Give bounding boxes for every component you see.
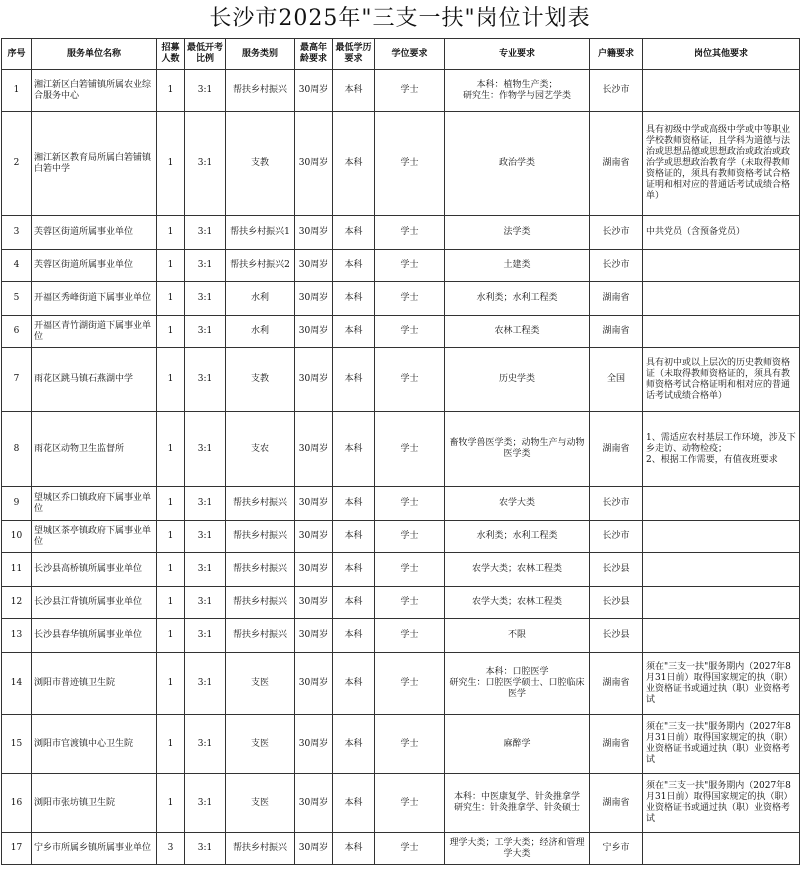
cell-ratio: 3:1 (185, 112, 226, 216)
cell-other (643, 587, 800, 619)
cell-major: 理学大类；工学大类；经济和管理学大类 (445, 833, 590, 865)
cell-no: 3 (2, 216, 32, 250)
cell-hukou: 长沙市 (590, 70, 643, 112)
cell-type: 支医 (226, 774, 295, 833)
cell-age: 30周岁 (295, 316, 333, 348)
cell-ratio: 3:1 (185, 587, 226, 619)
cell-no: 4 (2, 250, 32, 282)
cell-no: 2 (2, 112, 32, 216)
cell-count: 1 (157, 774, 185, 833)
cell-type: 帮扶乡村振兴1 (226, 216, 295, 250)
cell-unit: 湘江新区教育局所属白箬铺镇白箬中学 (32, 112, 157, 216)
cell-ratio: 3:1 (185, 487, 226, 521)
cell-major: 畜牧学兽医学类；动物生产与动物医学类 (445, 412, 590, 487)
cell-ratio: 3:1 (185, 348, 226, 412)
cell-major: 土建类 (445, 250, 590, 282)
cell-other: 1、需适应农村基层工作环境，涉及下乡走访、动物检疫； 2、根据工作需要，有值夜班要求 (643, 412, 800, 487)
cell-other (643, 250, 800, 282)
cell-count: 1 (157, 348, 185, 412)
cell-age: 30周岁 (295, 348, 333, 412)
cell-other (643, 487, 800, 521)
cell-age: 30周岁 (295, 587, 333, 619)
cell-edu: 本科 (333, 521, 375, 553)
cell-count: 1 (157, 316, 185, 348)
cell-degree: 学士 (375, 112, 445, 216)
cell-unit: 雨花区跳马镇石燕湖中学 (32, 348, 157, 412)
cell-other (643, 282, 800, 316)
cell-age: 30周岁 (295, 774, 333, 833)
position-table (1, 38, 800, 865)
table-row (2, 774, 800, 833)
cell-type: 水利 (226, 316, 295, 348)
cell-ratio: 3:1 (185, 250, 226, 282)
cell-ratio: 3:1 (185, 619, 226, 653)
cell-no: 1 (2, 70, 32, 112)
table-row (2, 833, 800, 865)
cell-hukou: 宁乡市 (590, 833, 643, 865)
cell-type: 支教 (226, 348, 295, 412)
table-row (2, 521, 800, 553)
cell-degree: 学士 (375, 774, 445, 833)
cell-ratio: 3:1 (185, 774, 226, 833)
cell-age: 30周岁 (295, 553, 333, 587)
cell-hukou: 湖南省 (590, 774, 643, 833)
cell-type: 帮扶乡村振兴 (226, 619, 295, 653)
cell-no: 14 (2, 653, 32, 715)
cell-no: 6 (2, 316, 32, 348)
cell-type: 帮扶乡村振兴 (226, 521, 295, 553)
header-ratio: 最低开考比例 (185, 39, 226, 70)
cell-major: 麻醉学 (445, 715, 590, 774)
header-type: 服务类别 (226, 39, 295, 70)
cell-no: 5 (2, 282, 32, 316)
cell-degree: 学士 (375, 250, 445, 282)
table-row (2, 553, 800, 587)
cell-major: 历史学类 (445, 348, 590, 412)
cell-unit: 长沙县江背镇所属事业单位 (32, 587, 157, 619)
header-unit: 服务单位名称 (32, 39, 157, 70)
cell-no: 9 (2, 487, 32, 521)
table-row (2, 282, 800, 316)
cell-other (643, 619, 800, 653)
header-count: 招募人数 (157, 39, 185, 70)
cell-other: 须在"三支一扶"服务期内（2027年8月31日前）取得国家规定的执（职）业资格证书或通过执（职）业资格考试 (643, 653, 800, 715)
cell-hukou: 湖南省 (590, 316, 643, 348)
cell-degree: 学士 (375, 553, 445, 587)
cell-unit: 湘江新区白箬铺镇所属农业综合服务中心 (32, 70, 157, 112)
table-row (2, 619, 800, 653)
table-row (2, 653, 800, 715)
cell-hukou: 长沙县 (590, 619, 643, 653)
table-row (2, 70, 800, 112)
cell-hukou: 长沙市 (590, 487, 643, 521)
cell-count: 1 (157, 653, 185, 715)
cell-ratio: 3:1 (185, 316, 226, 348)
header-other: 岗位其他要求 (643, 39, 800, 70)
cell-hukou: 长沙市 (590, 216, 643, 250)
table-row (2, 112, 800, 216)
cell-edu: 本科 (333, 112, 375, 216)
cell-degree: 学士 (375, 282, 445, 316)
cell-degree: 学士 (375, 715, 445, 774)
cell-ratio: 3:1 (185, 216, 226, 250)
cell-unit: 芙蓉区街道所属事业单位 (32, 250, 157, 282)
cell-edu: 本科 (333, 250, 375, 282)
cell-other (643, 316, 800, 348)
cell-unit: 雨花区动物卫生监督所 (32, 412, 157, 487)
cell-ratio: 3:1 (185, 521, 226, 553)
cell-unit: 浏阳市官渡镇中心卫生院 (32, 715, 157, 774)
cell-age: 30周岁 (295, 833, 333, 865)
cell-unit: 芙蓉区街道所属事业单位 (32, 216, 157, 250)
cell-major: 政治学类 (445, 112, 590, 216)
cell-edu: 本科 (333, 216, 375, 250)
table-header-row (2, 39, 800, 70)
cell-hukou: 长沙市 (590, 521, 643, 553)
header-hukou: 户籍要求 (590, 39, 643, 70)
cell-age: 30周岁 (295, 619, 333, 653)
cell-unit: 长沙县春华镇所属事业单位 (32, 619, 157, 653)
cell-other: 须在"三支一扶"服务期内（2027年8月31日前）取得国家规定的执（职）业资格证书或通过执（职）业资格考试 (643, 715, 800, 774)
cell-count: 1 (157, 216, 185, 250)
cell-edu: 本科 (333, 348, 375, 412)
cell-ratio: 3:1 (185, 282, 226, 316)
cell-unit: 浏阳市张坊镇卫生院 (32, 774, 157, 833)
cell-edu: 本科 (333, 412, 375, 487)
cell-count: 1 (157, 715, 185, 774)
cell-other (643, 833, 800, 865)
cell-major: 本科：口腔医学 研究生：口腔医学硕士、口腔临床医学 (445, 653, 590, 715)
cell-age: 30周岁 (295, 715, 333, 774)
cell-major: 农学大类；农林工程类 (445, 587, 590, 619)
cell-ratio: 3:1 (185, 715, 226, 774)
cell-unit: 望城区茶亭镇政府下属事业单位 (32, 521, 157, 553)
cell-degree: 学士 (375, 619, 445, 653)
cell-ratio: 3:1 (185, 70, 226, 112)
cell-type: 帮扶乡村振兴 (226, 553, 295, 587)
table-row (2, 216, 800, 250)
cell-major: 农学大类；农林工程类 (445, 553, 590, 587)
cell-edu: 本科 (333, 587, 375, 619)
cell-other: 中共党员（含预备党员） (643, 216, 800, 250)
cell-type: 支医 (226, 715, 295, 774)
cell-hukou: 湖南省 (590, 412, 643, 487)
cell-type: 帮扶乡村振兴 (226, 487, 295, 521)
cell-age: 30周岁 (295, 250, 333, 282)
cell-major: 水利类；水利工程类 (445, 282, 590, 316)
page-title: 长沙市2025年"三支一扶"岗位计划表 (209, 6, 591, 31)
cell-count: 1 (157, 70, 185, 112)
cell-type: 帮扶乡村振兴 (226, 587, 295, 619)
cell-degree: 学士 (375, 487, 445, 521)
cell-major: 本科：植物生产类； 研究生：作物学与园艺学类 (445, 70, 590, 112)
cell-degree: 学士 (375, 316, 445, 348)
cell-no: 8 (2, 412, 32, 487)
cell-age: 30周岁 (295, 487, 333, 521)
header-no: 序号 (2, 39, 32, 70)
cell-hukou: 湖南省 (590, 282, 643, 316)
table-body (2, 70, 800, 865)
cell-other: 具有初级中学或高级中学或中等职业学校教师资格证，且学科为道德与法治或思想品德或思想政治或政治或政治学或思想政治教育学（未取得教师资格证的，须具有教师资格考试合格证明和相对应的普通话考试成绩合格单） (643, 112, 800, 216)
cell-type: 支医 (226, 653, 295, 715)
cell-type: 支教 (226, 112, 295, 216)
table-row (2, 587, 800, 619)
cell-count: 1 (157, 282, 185, 316)
cell-edu: 本科 (333, 833, 375, 865)
cell-ratio: 3:1 (185, 653, 226, 715)
cell-edu: 本科 (333, 553, 375, 587)
cell-count: 1 (157, 553, 185, 587)
header-age: 最高年龄要求 (295, 39, 333, 70)
cell-unit: 开福区青竹湖街道下属事业单位 (32, 316, 157, 348)
cell-major: 法学类 (445, 216, 590, 250)
cell-other (643, 70, 800, 112)
cell-unit: 长沙县高桥镇所属事业单位 (32, 553, 157, 587)
cell-no: 7 (2, 348, 32, 412)
cell-ratio: 3:1 (185, 833, 226, 865)
cell-degree: 学士 (375, 70, 445, 112)
header-edu: 最低学历要求 (333, 39, 375, 70)
cell-no: 15 (2, 715, 32, 774)
cell-major: 水利类；水利工程类 (445, 521, 590, 553)
cell-no: 13 (2, 619, 32, 653)
cell-hukou: 全国 (590, 348, 643, 412)
cell-edu: 本科 (333, 774, 375, 833)
cell-degree: 学士 (375, 587, 445, 619)
cell-hukou: 湖南省 (590, 715, 643, 774)
table-row (2, 715, 800, 774)
cell-edu: 本科 (333, 282, 375, 316)
cell-degree: 学士 (375, 216, 445, 250)
cell-type: 水利 (226, 282, 295, 316)
cell-edu: 本科 (333, 653, 375, 715)
cell-unit: 开福区秀峰街道下属事业单位 (32, 282, 157, 316)
cell-type: 支农 (226, 412, 295, 487)
cell-unit: 望城区乔口镇政府下属事业单位 (32, 487, 157, 521)
cell-type: 帮扶乡村振兴2 (226, 250, 295, 282)
cell-edu: 本科 (333, 70, 375, 112)
cell-type: 帮扶乡村振兴 (226, 833, 295, 865)
table-row (2, 348, 800, 412)
cell-no: 16 (2, 774, 32, 833)
cell-age: 30周岁 (295, 412, 333, 487)
cell-age: 30周岁 (295, 112, 333, 216)
cell-edu: 本科 (333, 487, 375, 521)
cell-hukou: 长沙县 (590, 553, 643, 587)
cell-count: 3 (157, 833, 185, 865)
cell-degree: 学士 (375, 521, 445, 553)
cell-major: 农林工程类 (445, 316, 590, 348)
cell-major: 农学大类 (445, 487, 590, 521)
table-row (2, 487, 800, 521)
table-row (2, 316, 800, 348)
cell-edu: 本科 (333, 715, 375, 774)
cell-unit: 浏阳市普迹镇卫生院 (32, 653, 157, 715)
cell-major: 本科：中医康复学、针灸推拿学 研究生：针灸推拿学、针灸硕士 (445, 774, 590, 833)
cell-hukou: 长沙市 (590, 250, 643, 282)
cell-hukou: 湖南省 (590, 112, 643, 216)
cell-no: 17 (2, 833, 32, 865)
cell-degree: 学士 (375, 833, 445, 865)
cell-degree: 学士 (375, 348, 445, 412)
cell-type: 帮扶乡村振兴 (226, 70, 295, 112)
cell-count: 1 (157, 619, 185, 653)
cell-degree: 学士 (375, 653, 445, 715)
cell-age: 30周岁 (295, 653, 333, 715)
cell-hukou: 湖南省 (590, 653, 643, 715)
cell-other: 具有初中或以上层次的历史教师资格证（未取得教师资格证的，须具有教师资格考试合格证明和相对应的普通话考试成绩合格单） (643, 348, 800, 412)
table-row (2, 412, 800, 487)
cell-count: 1 (157, 487, 185, 521)
cell-unit: 宁乡市所属乡镇所属事业单位 (32, 833, 157, 865)
cell-ratio: 3:1 (185, 553, 226, 587)
cell-age: 30周岁 (295, 521, 333, 553)
cell-count: 1 (157, 521, 185, 553)
cell-no: 11 (2, 553, 32, 587)
cell-no: 10 (2, 521, 32, 553)
cell-other (643, 521, 800, 553)
header-major: 专业要求 (445, 39, 590, 70)
cell-degree: 学士 (375, 412, 445, 487)
cell-major: 不限 (445, 619, 590, 653)
cell-ratio: 3:1 (185, 412, 226, 487)
cell-edu: 本科 (333, 316, 375, 348)
cell-count: 1 (157, 587, 185, 619)
cell-age: 30周岁 (295, 282, 333, 316)
cell-count: 1 (157, 412, 185, 487)
header-degree: 学位要求 (375, 39, 445, 70)
table-row (2, 250, 800, 282)
cell-count: 1 (157, 250, 185, 282)
cell-age: 30周岁 (295, 216, 333, 250)
cell-edu: 本科 (333, 619, 375, 653)
cell-other: 须在"三支一扶"服务期内（2027年8月31日前）取得国家规定的执（职）业资格证书或通过执（职）业资格考试 (643, 774, 800, 833)
cell-age: 30周岁 (295, 70, 333, 112)
cell-other (643, 553, 800, 587)
cell-hukou: 长沙县 (590, 587, 643, 619)
cell-no: 12 (2, 587, 32, 619)
cell-count: 1 (157, 112, 185, 216)
